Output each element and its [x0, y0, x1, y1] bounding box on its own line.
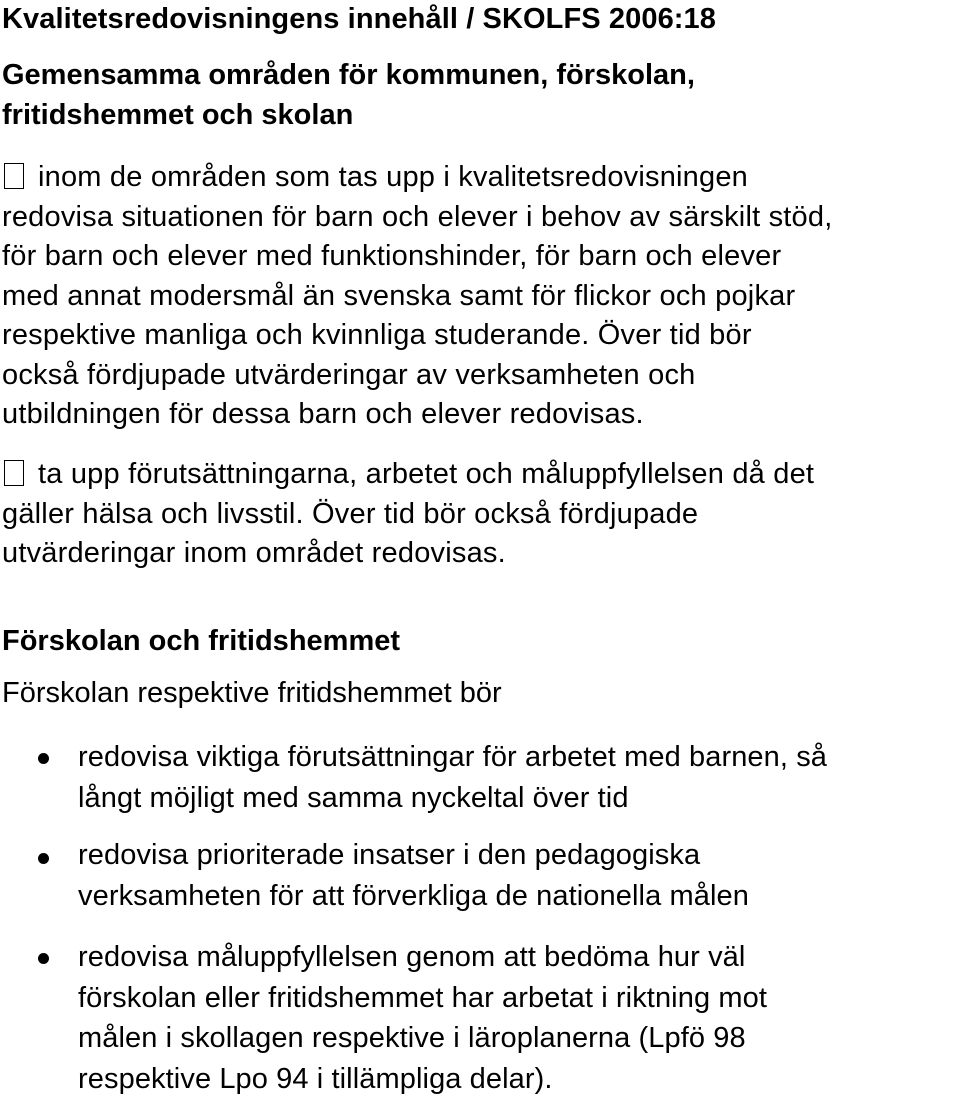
- list-item-line: redovisa prioriterade insatser i den pedagogiska: [78, 839, 701, 871]
- paragraph-line: [2, 158, 832, 198]
- paragraph-line: utbildningen för dessa barn och elever redovisas.: [2, 398, 644, 430]
- list-item-line: förskolan eller fritidshemmet har arbetat i riktning mot: [78, 981, 767, 1014]
- list-item-line: målen i skollagen respektive i läroplanerna (Lpfö 98: [78, 1022, 746, 1054]
- list-item-line: långt möjligt med samma nyckeltal över tid: [78, 781, 629, 814]
- list-item-line: redovisa viktiga förutsättningar för arbetet med barnen, så: [78, 741, 828, 773]
- paragraph-line: för barn och elever med funktionshinder, för barn och elever: [2, 240, 782, 272]
- paragraph-line: [2, 455, 814, 495]
- bullet-icon: [38, 953, 49, 964]
- paragraph-line: respektive manliga och kvinnliga studerande. Över tid bör: [2, 319, 752, 351]
- list-item-line: redovisa måluppfyllelsen genom att bedöma hur väl: [78, 941, 746, 973]
- heading-line: fritidshemmet och skolan: [2, 99, 354, 131]
- paragraph-line: utvärderingar inom området redovisas.: [2, 537, 506, 569]
- list-item-text: [78, 835, 749, 916]
- common-paragraph: [2, 158, 832, 435]
- missing-glyph-icon: [4, 163, 24, 189]
- paragraph-line: också fördjupade utvärderingar av verksamheten och: [2, 358, 696, 391]
- paragraph-line-text: ta upp förutsättningarna, arbetet och måluppfyllelsen då det: [38, 458, 815, 490]
- common-paragraph: [2, 455, 814, 574]
- paragraph-line: gäller hälsa och livsstil. Över tid bör också fördjupade: [2, 497, 699, 530]
- bullet-icon: [38, 753, 49, 764]
- list-item-line: verksamheten för att förverkliga de nationella målen: [78, 879, 749, 912]
- list-item-text: [78, 737, 827, 818]
- section-heading: Förskolan och fritidshemmet: [2, 625, 401, 657]
- heading-line: Gemensamma områden för kommunen, förskolan,: [2, 59, 695, 91]
- paragraph-line: redovisa situationen för barn och elever i behov av särskilt stöd,: [2, 200, 833, 233]
- paragraph-line-text: inom de områden som tas upp i kvalitetsredovisningen: [38, 161, 748, 193]
- common-areas-heading: [2, 55, 695, 135]
- bullet-icon: [38, 853, 49, 864]
- list-item-text: [78, 937, 767, 1099]
- document-title: Kvalitetsredovisningens innehåll / SKOLFS 2006:18: [2, 3, 717, 35]
- list-item-line: respektive Lpo 94 i tillämpliga delar).: [78, 1062, 553, 1095]
- section-intro: Förskolan respektive fritidshemmet bör: [2, 677, 502, 709]
- missing-glyph-icon: [4, 460, 24, 486]
- paragraph-line: med annat modersmål än svenska samt för flickor och pojkar: [2, 279, 796, 312]
